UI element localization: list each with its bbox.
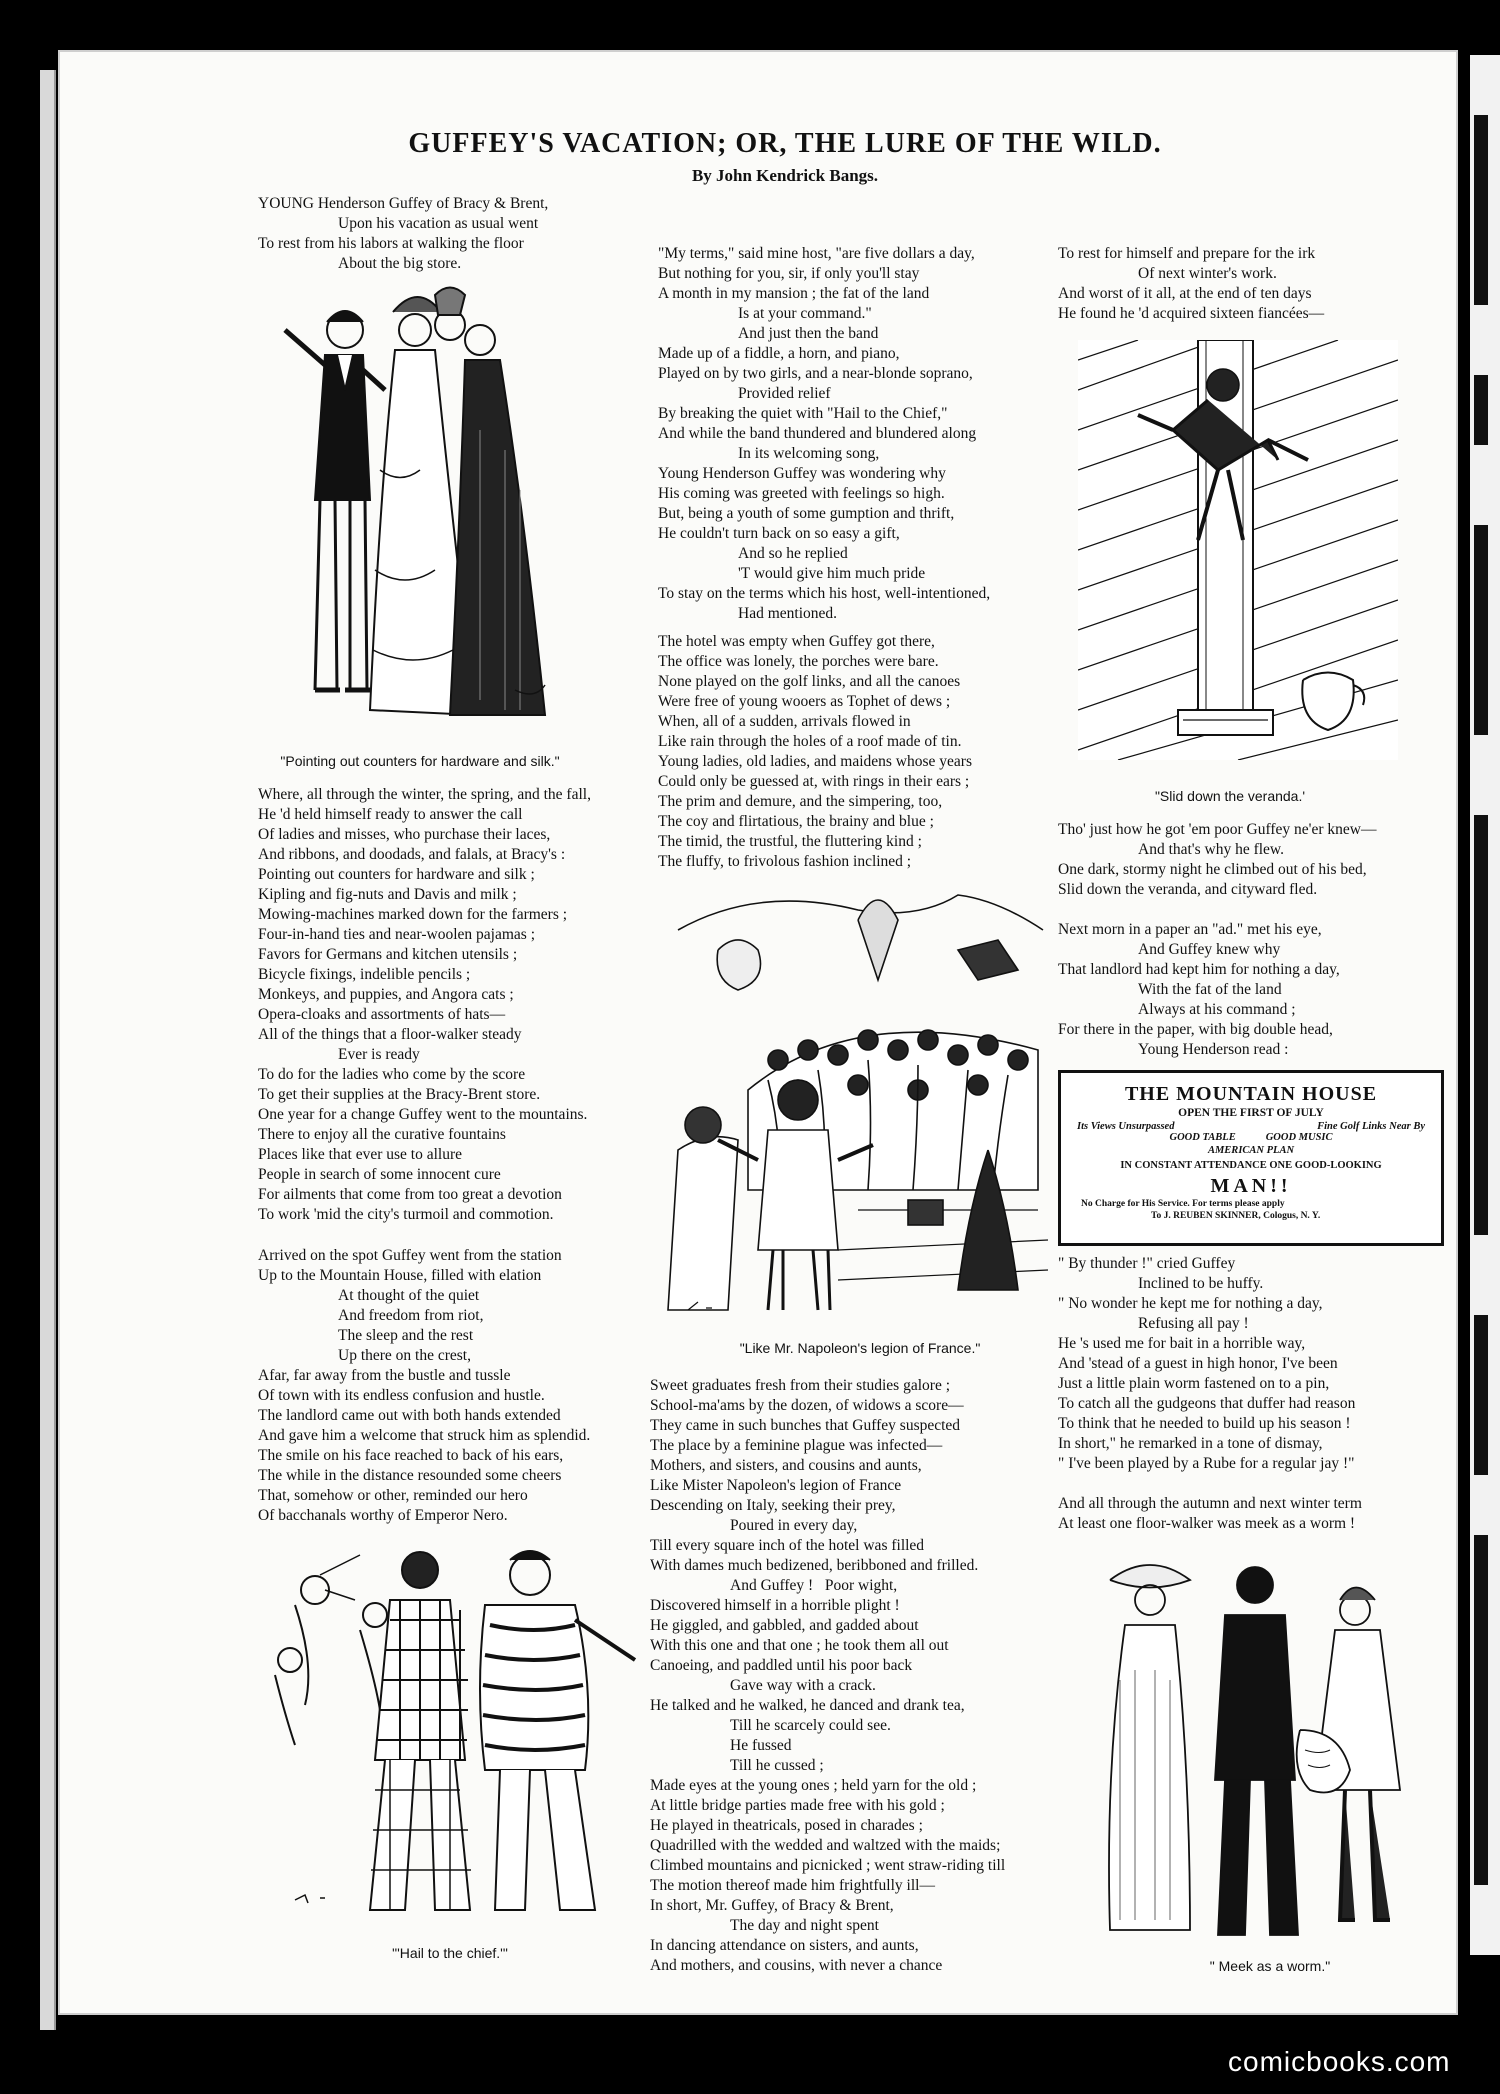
verse-line: To think that he needed to build up his season ! [1058,1415,1351,1432]
caption-pointing-counters: "Pointing out counters for hardware and silk." [280,753,560,769]
col3-middle-text [1058,820,1376,1060]
illustration-napoleons-legion [658,890,1048,1330]
col3-lower-text [1058,1254,1362,1534]
verse-line: Canoeing, and paddled until his poor back [650,1657,913,1674]
caption-napoleons-legion: "Like Mr. Napoleon's legion of France." [739,1340,981,1356]
verse-line: Poured in every day, [730,1517,858,1534]
illustration-hail-to-chief [265,1530,645,1930]
verse-line: Discovered himself in a horrible plight ! [650,1597,900,1614]
verse-line: He found he 'd acquired sixteen fiancées— [1058,305,1325,322]
verse-line: Descending on Italy, seeking their prey, [650,1497,896,1514]
verse-line: At little bridge parties made free with his gold ; [650,1797,945,1814]
verse-line: Young Henderson read : [1138,1041,1289,1058]
verse-line: The sleep and the rest [338,1327,474,1344]
verse-line: Of ladies and misses, who purchase their laces, [258,826,551,843]
verse-line: To rest from his labors at walking the floor [258,235,524,252]
col3-top-text [1058,244,1324,324]
verse-line: Mothers, and sisters, and cousins and aunts, [650,1457,922,1474]
verse-line: Of bacchanals worthy of Emperor Nero. [258,1507,508,1524]
verse-line: And worst of it all, at the end of ten days [1058,285,1312,302]
verse-line: Could only be guessed at, with rings in their ears ; [658,773,970,790]
poem-title: GUFFEY'S VACATION; OR, THE LURE OF THE WILD. [408,128,1162,159]
ad-music: GOOD MUSIC [1265,1132,1333,1143]
verse-line: That landlord had kept him for nothing a day, [1058,961,1340,978]
verse-line: And while the band thundered and blundered along [658,425,977,442]
ad-apply: To J. REUBEN SKINNER, Cologus, N. Y. [1151,1211,1321,1221]
verse-line: Till he cussed ; [730,1757,824,1774]
verse-line: " No wonder he kept me for nothing a day, [1058,1295,1323,1312]
verse-line: Up there on the crest, [338,1347,471,1364]
verse-line: Till he scarcely could see. [730,1717,891,1734]
verse-line: And mothers, and cousins, with never a chance [650,1957,943,1974]
verse-line: And Guffey knew why [1138,941,1281,958]
col1-top-text [258,194,548,274]
col2-lower-text [650,1376,1005,1976]
ad-attendance: IN CONSTANT ATTENDANCE ONE GOOD-LOOKING [1120,1160,1382,1171]
verse-line: He fussed [730,1737,792,1754]
verse-line: Of town with its endless confusion and hustle. [258,1387,545,1404]
verse-line: The while in the distance resounded some cheers [258,1467,562,1484]
col2-top-text [658,244,990,624]
ad-open: OPEN THE FIRST OF JULY [1178,1107,1324,1119]
verse-line: The coy and flirtatious, the brainy and blue ; [658,813,934,830]
verse-line: Places like that ever use to allure [258,1146,463,1163]
verse-line: Next morn in a paper an "ad." met his eye, [1058,921,1322,938]
verse-line: Of next winter's work. [1138,265,1277,282]
verse-line: And Guffey ! Poor wight, [730,1577,898,1594]
verse-line [1058,900,1376,920]
verse-line: Made up of a fiddle, a horn, and piano, [658,345,900,362]
verse-line: Is at your command." [738,305,872,322]
verse-line: All of the things that a floor-walker steady [258,1026,522,1043]
col1-lower-text [258,1246,590,1526]
verse-line: Upon his vacation as usual went [338,215,539,232]
verse-line: Played on by two girls, and a near-blonde soprano, [658,365,973,382]
verse-line: In short, Mr. Guffey, of Bracy & Brent, [650,1897,894,1914]
verse-line: In short," he remarked in a tone of dismay, [1058,1435,1323,1452]
ad-views: Its Views Unsurpassed [1077,1121,1175,1132]
verse-line: Slid down the veranda, and cityward fled. [1058,881,1318,898]
verse-line: To do for the ladies who come by the score [258,1066,526,1083]
verse-line: Like rain through the holes of a roof made of tin. [658,733,962,750]
verse-line: The timid, the trustful, the fluttering kind ; [658,833,922,850]
verse-line: At thought of the quiet [338,1287,480,1304]
verse-line: School-ma'ams by the dozen, of widows a score— [650,1397,964,1414]
verse-line: Kipling and fig-nuts and Davis and milk ; [258,886,517,903]
verse-line: Where, all through the winter, the spring, and the fall, [258,786,591,803]
verse-line: Ever is ready [338,1046,420,1063]
verse-line: He 'd held himself ready to answer the call [258,806,523,823]
illustration-veranda-escape [1078,340,1398,760]
verse-line: To stay on the terms which his host, well-intentioned, [658,585,991,602]
verse-line: Provided relief [738,385,831,402]
verse-line: Till every square inch of the hotel was filled [650,1537,925,1554]
verse-line: The office was lonely, the porches were bare. [658,653,939,670]
col1-middle-text [258,785,591,1225]
verse-line: For there in the paper, with big double head, [1058,1021,1333,1038]
magazine-page [58,50,1458,2015]
site-watermark: comicbooks.com [1228,2046,1451,2077]
ad-title: THE MOUNTAIN HOUSE [1124,1083,1378,1105]
verse-line: Mowing-machines marked down for the farmers ; [258,906,568,923]
verse-line: People in search of some innocent cure [258,1166,501,1183]
verse-line: The hotel was empty when Guffey got there, [658,633,935,650]
verse-line: Made eyes at the young ones ; held yarn for the old ; [650,1777,977,1794]
verse-line: The smile on his face reached to back of his ears, [258,1447,564,1464]
verse-line: "My terms," said mine host, "are five dollars a day, [658,245,975,262]
verse-line: Were free of young wooers as Tophet of dews ; [658,693,951,710]
verse-line: Climbed mountains and picnicked ; went straw-riding till [650,1857,1006,1874]
verse-line: And so he replied [738,545,848,562]
verse-line: Just a little plain worm fastened on to a pin, [1058,1375,1330,1392]
verse-line: When, all of a sudden, arrivals flowed in [658,713,911,730]
verse-line: In its welcoming song, [738,445,880,462]
verse-line: He giggled, and gabbled, and gadded about [650,1617,919,1634]
verse-line: There to enjoy all the curative fountains [258,1126,506,1143]
verse-line: They came in such bunches that Guffey suspected [650,1417,961,1434]
verse-line: YOUNG Henderson Guffey of Bracy & Brent, [258,195,549,212]
caption-meek-as-worm: " Meek as a worm." [1209,1958,1331,1974]
verse-line: With dames much bedizened, beribboned and frilled. [650,1557,979,1574]
verse-line: The place by a feminine plague was infected— [650,1437,943,1454]
verse-line [1058,1474,1362,1494]
verse-line: Arrived on the spot Guffey went from the station [258,1247,562,1264]
verse-line: At least one floor-walker was meek as a worm ! [1058,1515,1356,1532]
verse-line: Always at his command ; [1138,1001,1296,1018]
verse-line: Inclined to be huffy. [1138,1275,1264,1292]
verse-line: Tho' just how he got 'em poor Guffey ne'er knew— [1058,821,1377,838]
verse-line: Bicycle fixings, indelible pencils ; [258,966,471,983]
ad-plan: AMERICAN PLAN [1207,1145,1295,1156]
verse-line: Favors for Germans and kitchen utensils ; [258,946,518,963]
verse-line: And freedom from riot, [338,1307,484,1324]
verse-line: Young Henderson Guffey was wondering why [658,465,946,482]
verse-line: And 'stead of a guest in high honor, I've been [1058,1355,1338,1372]
verse-line: To work 'mid the city's turmoil and commotion. [258,1206,554,1223]
verse-line: None played on the golf links, and all the canoes [658,673,961,690]
verse-line: Refusing all pay ! [1138,1315,1249,1332]
verse-line: One dark, stormy night he climbed out of his bed, [1058,861,1367,878]
verse-line: To get their supplies at the Bracy-Brent store. [258,1086,541,1103]
verse-line: Afar, far away from the bustle and tussle [258,1367,511,1384]
verse-line: The fluffy, to frivolous fashion inclined ; [658,853,912,870]
verse-line: But nothing for you, sir, if only you'll stay [658,265,920,282]
verse-line: Had mentioned. [738,605,838,622]
illustration-meek-as-worm [1100,1550,1430,1950]
verse-line: He played in theatricals, posed in charades ; [650,1817,923,1834]
verse-line: 'T would give him much pride [738,565,926,582]
verse-line: He couldn't turn back on so easy a gift, [658,525,900,542]
verse-line: By breaking the quiet with "Hail to the Chief," [658,405,948,422]
verse-line: " I've been played by a Rube for a regular jay !" [1058,1455,1355,1472]
verse-line: In dancing attendance on sisters, and aunts, [650,1937,919,1954]
verse-line: To catch all the gudgeons that duffer had reason [1058,1395,1356,1412]
verse-line: And gave him a welcome that struck him as splendid. [258,1427,591,1444]
verse-line: For ailments that come from too great a devotion [258,1186,562,1203]
verse-line: He 's used me for bait in a horrible way, [1058,1335,1306,1352]
verse-line: A month in my mansion ; the fat of the land [658,285,930,302]
ad-man: MAN!! [1210,1175,1292,1197]
page-left-edge [40,70,56,2030]
verse-line: Opera-cloaks and assortments of hats— [258,1006,506,1023]
verse-line: The landlord came out with both hands extended [258,1407,561,1424]
col2-middle-text [658,632,972,872]
verse-line: With the fat of the land [1138,981,1282,998]
verse-line: Like Mister Napoleon's legion of France [650,1477,902,1494]
illustration-pointing-counters [275,270,565,735]
ad-golf: Fine Golf Links Near By [1317,1121,1425,1132]
caption-hail-to-chief: "'Hail to the chief.'" [392,1945,508,1961]
verse-line: The prim and demure, and the simpering, too, [658,793,943,810]
caption-veranda-escape: "Slid down the veranda.' [1154,788,1306,804]
verse-line: The motion thereof made him frightfully ill— [650,1877,935,1894]
verse-line: That, somehow or other, reminded our hero [258,1487,528,1504]
verse-line: With this one and that one ; he took them all out [650,1637,949,1654]
ad-table: GOOD TABLE [1169,1132,1236,1143]
verse-line: And that's why he flew. [1138,841,1284,858]
poem-byline: By John Kendrick Bangs. [691,166,879,185]
ad-charge: No Charge for His Service. For terms please apply [1081,1199,1285,1209]
verse-line: He talked and he walked, he danced and drank tea, [650,1697,965,1714]
verse-line: But, being a youth of some gumption and thrift, [658,505,955,522]
verse-line: About the big store. [338,255,462,272]
adjacent-page-edge [1470,55,1500,1955]
verse-line: To rest for himself and prepare for the irk [1058,245,1316,262]
verse-line: The day and night spent [730,1917,879,1934]
verse-line: Young ladies, old ladies, and maidens whose years [658,753,972,770]
verse-line: Gave way with a crack. [730,1677,876,1694]
mountain-house-advertisement [1058,1070,1444,1246]
verse-line: And ribbons, and doodads, and falals, at Bracy's : [258,846,566,863]
verse-line: Up to the Mountain House, filled with elation [258,1267,542,1284]
verse-line: One year for a change Guffey went to the mountains. [258,1106,588,1123]
verse-line: And all through the autumn and next winter term [1058,1495,1362,1512]
verse-line: His coming was greeted with feelings so high. [658,485,945,502]
verse-line: Pointing out counters for hardware and silk ; [258,866,535,883]
verse-line: Four-in-hand ties and near-woolen pajamas ; [258,926,536,943]
verse-line: " By thunder !" cried Guffey [1058,1255,1236,1272]
verse-line: And just then the band [738,325,879,342]
verse-line: Quadrilled with the wedded and waltzed with the maids; [650,1837,1001,1854]
verse-line: Sweet graduates fresh from their studies galore ; [650,1377,951,1394]
verse-line: Monkeys, and puppies, and Angora cats ; [258,986,514,1003]
